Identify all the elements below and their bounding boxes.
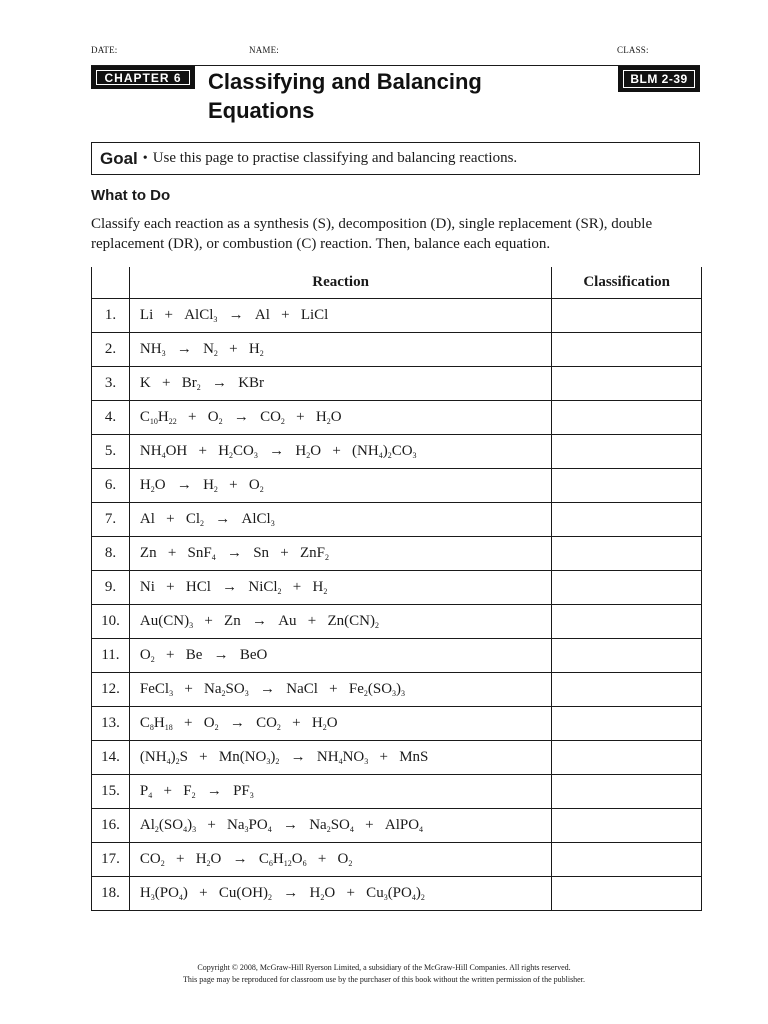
instructions: Classify each reaction as a synthesis (S), decomposition (D), single replacement (SR), double replacement (DR), or combustion (C) reaction. Then, balance each equation. (91, 216, 653, 252)
row-number: 6. (92, 468, 130, 502)
classification-cell[interactable] (552, 774, 702, 808)
table-row (92, 876, 702, 910)
reaction-equation: $CO_2 + H_2O \to C_6H_{12}O_6 + O_2$ (129, 842, 551, 876)
reaction-equation: $O_2 + Be$ → BeO (129, 638, 551, 672)
reaction-equation: $(NH_4)_2S + Mn(NO_3)_2 \to NH_4NO_3$ + MnS (129, 740, 551, 774)
table-row (92, 808, 702, 842)
classification-column-header: Classification (552, 267, 702, 298)
table-row (92, 842, 702, 876)
reaction-equation: $Au(CN)_3 + Zn \to Au + Zn(CN)_2$ (129, 604, 551, 638)
reaction-equation: Li + AlCl$_3$ → Al + LiCl (129, 298, 551, 332)
classification-cell[interactable] (552, 570, 702, 604)
goal-bullet: • (142, 150, 148, 166)
row-number: 5. (92, 434, 130, 468)
blm-label: BLM 2-39 (630, 72, 688, 86)
row-number: 17. (92, 842, 130, 876)
classification-cell[interactable] (552, 502, 702, 536)
reactions-table (91, 267, 702, 911)
copyright-line: Copyright © 2008, McGraw-Hill Ryerson Limited, a subsidiary of the McGraw-Hill Companies. All rights reserved. (197, 963, 571, 972)
classification-cell[interactable] (552, 332, 702, 366)
reaction-equation: $NH_3 \to N_2 + H_2$ (129, 332, 551, 366)
table-row (92, 570, 702, 604)
number-column-header (92, 267, 130, 298)
row-number: 8. (92, 536, 130, 570)
goal-box (91, 142, 700, 175)
table-row (92, 740, 702, 774)
row-number: 9. (92, 570, 130, 604)
row-number: 18. (92, 876, 130, 910)
row-number: 10. (92, 604, 130, 638)
table-row (92, 400, 702, 434)
reaction-equation: $Al_2(SO_4)_3 + Na_3PO_4 \to Na_2SO_4$ + AlPO$_4$ (129, 808, 551, 842)
table-row (92, 298, 702, 332)
row-number: 3. (92, 366, 130, 400)
reaction-equation: $C_{10}H_{22} + O_2 \to CO_2 + H_2O$ (129, 400, 551, 434)
reaction-equation: FeCl$_3$ + $Na_2SO_3$ → NaCl + $Fe_2(SO_3)_3$ (129, 672, 551, 706)
row-number: 14. (92, 740, 130, 774)
table-row (92, 672, 702, 706)
reaction-equation: $H_3(PO_4) + Cu(OH)_2 \to H_2O + Cu_3(PO_4)_2$ (129, 876, 551, 910)
reaction-equation: Zn + SnF$_4$ → Sn + ZnF$_2$ (129, 536, 551, 570)
reaction-equation: $K + Br_2$ → KBr (129, 366, 551, 400)
classification-cell[interactable] (552, 638, 702, 672)
table-row (92, 638, 702, 672)
classification-cell[interactable] (552, 536, 702, 570)
table-row (92, 774, 702, 808)
classification-cell[interactable] (552, 434, 702, 468)
reaction-equation: $NH_4OH + H_2CO_3 \to H_2O + (NH_4)_2CO_3$ (129, 434, 551, 468)
blm-badge (618, 66, 700, 92)
classification-cell[interactable] (552, 706, 702, 740)
row-number: 12. (92, 672, 130, 706)
classification-cell[interactable] (552, 842, 702, 876)
date-label: DATE: (91, 45, 118, 55)
classification-cell[interactable] (552, 604, 702, 638)
reaction-equation: $C_8H_{18} + O_2 \to CO_2 + H_2O$ (129, 706, 551, 740)
goal-heading: Goal (100, 148, 138, 168)
classification-cell[interactable] (552, 672, 702, 706)
table-row (92, 604, 702, 638)
table-row (92, 434, 702, 468)
name-label: NAME: (249, 45, 279, 55)
page-title: Classifying and Balancing Equations (208, 69, 482, 123)
goal-text: Use this page to practise classifying and balancing reactions. (152, 150, 518, 166)
classification-cell[interactable] (552, 400, 702, 434)
table-row (92, 366, 702, 400)
table-row (92, 468, 702, 502)
classification-cell[interactable] (552, 740, 702, 774)
classification-cell[interactable] (552, 366, 702, 400)
row-number: 11. (92, 638, 130, 672)
reaction-equation: $Al + Cl_2$ → AlCl$_3$ (129, 502, 551, 536)
row-number: 15. (92, 774, 130, 808)
classification-cell[interactable] (552, 876, 702, 910)
table-header-row (92, 267, 702, 298)
classification-cell[interactable] (552, 808, 702, 842)
reaction-equation: Ni + HCl → NiCl$_2$ + $H_2$ (129, 570, 551, 604)
class-label: CLASS: (617, 45, 649, 55)
row-number: 13. (92, 706, 130, 740)
table-row (92, 536, 702, 570)
reaction-equation: $H_2O \to H_2 + O_2$ (129, 468, 551, 502)
row-number: 2. (92, 332, 130, 366)
row-number: 4. (92, 400, 130, 434)
row-number: 16. (92, 808, 130, 842)
chapter-badge (91, 66, 195, 89)
reaction-equation: $P_4 + F_2 \to PF_3$ (129, 774, 551, 808)
table-row (92, 502, 702, 536)
table-row (92, 332, 702, 366)
reaction-column-header: Reaction (129, 267, 551, 298)
classification-cell[interactable] (552, 298, 702, 332)
reproduction-notice: This page may be reproduced for classroom use by the purchaser of this book without the written permission of the publisher. (183, 975, 585, 984)
classification-cell[interactable] (552, 468, 702, 502)
row-number: 1. (92, 298, 130, 332)
what-to-do-heading: What to Do (91, 187, 171, 204)
table-row (92, 706, 702, 740)
row-number: 7. (92, 502, 130, 536)
chapter-label: CHAPTER 6 (104, 70, 182, 85)
